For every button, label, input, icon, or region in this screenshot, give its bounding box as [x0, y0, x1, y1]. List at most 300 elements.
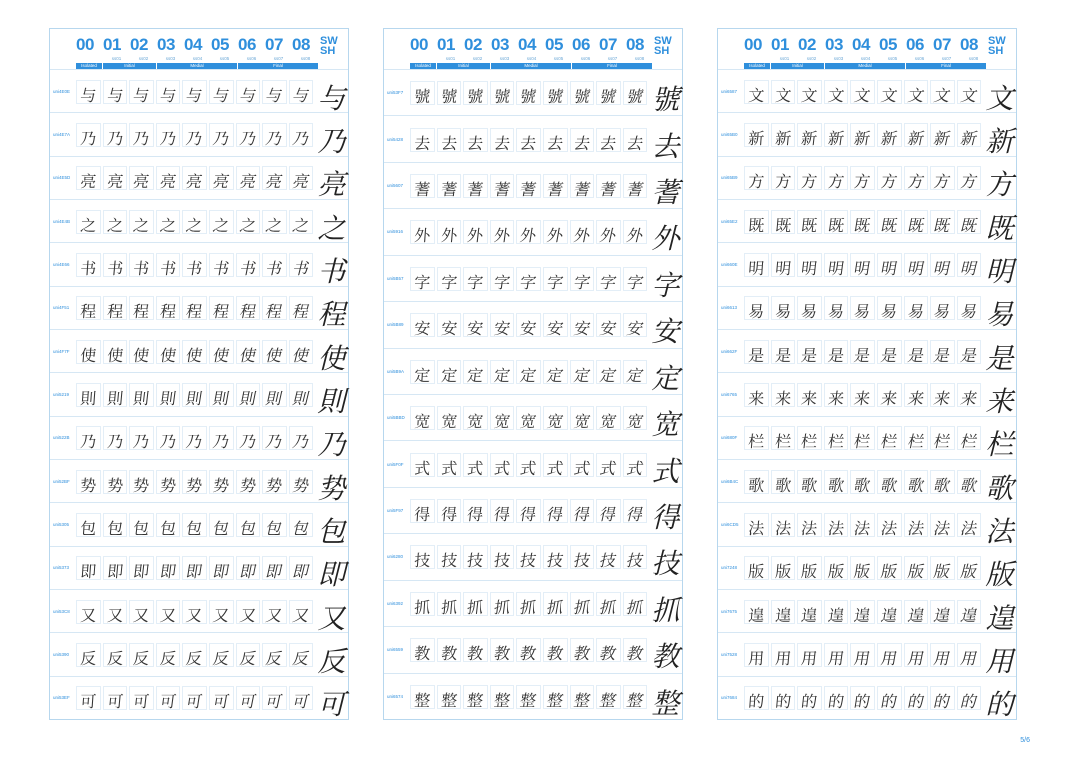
- glyph-cell: [850, 210, 875, 234]
- glyph-variant: 即: [290, 562, 312, 582]
- glyph-variant: 方: [932, 172, 953, 192]
- glyph-cell: [129, 513, 154, 537]
- glyph-cell: [463, 685, 488, 709]
- stylistic-set-label: ss08: [634, 56, 645, 61]
- glyph-variant: 抓: [413, 597, 431, 617]
- glyph-cell: [904, 426, 929, 450]
- panel-header: [50, 29, 348, 69]
- glyph-variant: 之: [185, 215, 205, 235]
- glyph-row: [50, 459, 348, 503]
- glyph-cell: [850, 296, 875, 320]
- swash-glyph: 式: [651, 454, 680, 488]
- glyph-variant: 宽: [492, 412, 512, 432]
- row-unicode-label: uni6765: [721, 391, 738, 397]
- glyph-cell: [76, 296, 101, 320]
- glyph-variant: 遑: [773, 605, 792, 625]
- glyph-variant: 定: [492, 365, 512, 385]
- glyph-cell: [103, 383, 128, 407]
- glyph-cell: [570, 220, 595, 244]
- glyph-cell: [596, 545, 621, 569]
- column-numbers: [744, 35, 987, 55]
- stylistic-set-labels: [76, 56, 319, 61]
- stylistic-set-label: ss04: [860, 56, 871, 61]
- glyph-variant: 程: [132, 302, 151, 322]
- glyph-cell: [262, 600, 287, 624]
- glyph-cell: [289, 210, 314, 234]
- glyph-cell: [490, 406, 515, 430]
- glyph-cell: [182, 643, 207, 667]
- swash-glyph: 字: [651, 268, 680, 302]
- glyph-variant: 去: [519, 133, 539, 153]
- glyph-variant: 外: [624, 226, 646, 246]
- glyph-cell: [76, 513, 101, 537]
- swash-glyph: 版: [985, 558, 1014, 592]
- glyph-variant: 的: [958, 692, 980, 712]
- glyph-cell: [957, 210, 982, 234]
- column-number: 05: [545, 35, 563, 54]
- stylistic-set-labels: [410, 56, 653, 61]
- glyph-variant: 与: [132, 85, 151, 105]
- glyph-cell: [516, 638, 541, 662]
- form-group-medial: Medial: [825, 63, 905, 69]
- glyph-cell: [744, 80, 769, 104]
- glyph-variant: 安: [519, 319, 539, 339]
- glyph-cell: [904, 123, 929, 147]
- swash-glyph: 號: [651, 83, 680, 117]
- swash-glyph: 使: [317, 341, 346, 375]
- swash-glyph: 易: [985, 298, 1014, 332]
- glyph-cell: [236, 340, 261, 364]
- glyph-variant: 法: [826, 518, 846, 538]
- glyph-variant: 則: [185, 388, 205, 408]
- glyph-variant: 明: [800, 258, 819, 278]
- glyph-variant: 反: [264, 648, 285, 668]
- row-unicode-label: uni5F97: [387, 508, 404, 514]
- glyph-variant: 可: [132, 692, 151, 712]
- glyph-variant: 方: [800, 172, 819, 192]
- glyph-variant: 法: [958, 518, 980, 538]
- row-unicode-label: uni4E66: [53, 261, 70, 267]
- glyph-cell: [410, 360, 435, 384]
- glyph-variant: 即: [79, 562, 97, 582]
- glyph-cell: [463, 313, 488, 337]
- glyph-variant: 易: [879, 302, 899, 322]
- glyph-variant: 可: [158, 692, 178, 712]
- glyph-cell: [877, 123, 902, 147]
- glyph-cell: [262, 470, 287, 494]
- glyph-variant: 明: [905, 258, 926, 278]
- glyph-variant: 法: [905, 518, 926, 538]
- glyph-variant: 即: [211, 562, 231, 582]
- swash-glyph: 势: [317, 471, 346, 505]
- glyph-variant: 外: [466, 226, 485, 246]
- glyph-cell: [129, 643, 154, 667]
- row-unicode-label: uni4E5D: [53, 175, 71, 181]
- glyph-cell: [877, 686, 902, 710]
- glyph-variant: 宽: [466, 412, 485, 432]
- glyph-variant: 使: [132, 345, 151, 365]
- glyph-variant: 則: [211, 388, 231, 408]
- glyph-variant: 可: [290, 692, 312, 712]
- glyph-variant: 整: [466, 690, 485, 710]
- glyph-cell: [103, 253, 128, 277]
- row-unicode-label: uni53C8: [53, 608, 70, 614]
- glyph-cell: [797, 643, 822, 667]
- glyph-cell: [904, 166, 929, 190]
- glyph-cell: [824, 296, 849, 320]
- glyph-variant: 定: [519, 365, 539, 385]
- glyph-variant: 得: [466, 505, 485, 525]
- glyph-row: [384, 487, 682, 534]
- swash-glyph: 外: [651, 222, 680, 256]
- glyph-variant: 用: [905, 648, 926, 668]
- glyph-cell: [463, 267, 488, 291]
- glyph-variant: 栏: [932, 432, 953, 452]
- column-number: 08: [292, 35, 310, 54]
- stylistic-set-label: ss03: [165, 56, 176, 61]
- glyph-variant: 易: [905, 302, 926, 322]
- glyph-variant: 技: [624, 551, 646, 571]
- glyph-cell: [850, 600, 875, 624]
- glyph-variant: 外: [439, 226, 458, 246]
- glyph-variant: 文: [800, 85, 819, 105]
- swash-glyph: 方: [985, 168, 1014, 202]
- row-unicode-label: uni7675: [721, 608, 738, 614]
- glyph-variant: 新: [905, 128, 926, 148]
- glyph-variant: 新: [747, 128, 765, 148]
- glyph-variant: 整: [492, 690, 512, 710]
- column-number: 03: [157, 35, 175, 54]
- row-unicode-label: uni5390: [53, 651, 70, 657]
- glyph-cell: [744, 513, 769, 537]
- stylistic-set-label: ss06: [246, 56, 257, 61]
- glyph-cell: [877, 296, 902, 320]
- glyph-variant: 亮: [185, 172, 205, 192]
- row-unicode-label: uni6392: [387, 600, 404, 606]
- glyph-cell: [129, 210, 154, 234]
- column-number: 00: [410, 35, 428, 54]
- glyph-row: [718, 546, 1016, 590]
- glyph-variant: 遑: [747, 605, 765, 625]
- swash-glyph: 得: [651, 501, 680, 535]
- glyph-cell: [182, 253, 207, 277]
- glyph-cell: [623, 81, 648, 105]
- glyph-cell: [570, 453, 595, 477]
- glyph-cell: [904, 210, 929, 234]
- glyph-variant: 又: [290, 605, 312, 625]
- glyph-variant: 方: [905, 172, 926, 192]
- glyph-variant: 蓍: [624, 180, 646, 200]
- glyph-row: [718, 286, 1016, 330]
- glyph-cell: [103, 513, 128, 537]
- glyph-cell: [543, 128, 568, 152]
- glyph-cell: [543, 685, 568, 709]
- stylistic-set-label: ss04: [192, 56, 203, 61]
- glyph-cell: [930, 340, 955, 364]
- glyph-variant: 歌: [905, 475, 926, 495]
- glyph-row: [384, 301, 682, 348]
- glyph-variant: 宽: [413, 412, 431, 432]
- panel-header: [718, 29, 1016, 69]
- glyph-cell: [437, 406, 462, 430]
- form-group-medial: Medial: [157, 63, 237, 69]
- glyph-variant: 易: [800, 302, 819, 322]
- glyph-cell: [490, 592, 515, 616]
- row-unicode-label: uni65B0: [721, 131, 738, 137]
- glyph-variant: 栏: [773, 432, 792, 452]
- glyph-variant: 遑: [800, 605, 819, 625]
- glyph-cell: [744, 383, 769, 407]
- row-unicode-label: uni7528: [721, 651, 738, 657]
- glyph-variant: 新: [879, 128, 899, 148]
- glyph-cell: [744, 470, 769, 494]
- glyph-variant: 包: [158, 518, 178, 538]
- glyph-cell: [262, 210, 287, 234]
- glyph-cell: [262, 296, 287, 320]
- glyph-cell: [103, 210, 128, 234]
- glyph-variant: 抓: [598, 597, 619, 617]
- row-unicode-label: uni6559: [387, 647, 404, 653]
- glyph-variant: 遑: [853, 605, 873, 625]
- glyph-variant: 反: [211, 648, 231, 668]
- swash-label: [320, 36, 338, 56]
- glyph-cell: [182, 426, 207, 450]
- glyph-variant: 式: [466, 458, 485, 478]
- glyph-row: [384, 348, 682, 395]
- glyph-variant: 蓍: [413, 180, 431, 200]
- glyph-cell: [771, 426, 796, 450]
- swash-glyph: 去: [651, 129, 680, 163]
- glyph-cell: [957, 296, 982, 320]
- glyph-variant: 文: [905, 85, 926, 105]
- glyph-variant: 的: [826, 692, 846, 712]
- glyph-cell: [410, 638, 435, 662]
- glyph-variant: 即: [105, 562, 124, 582]
- glyph-cell: [129, 426, 154, 450]
- glyph-cell: [596, 267, 621, 291]
- glyph-cell: [289, 643, 314, 667]
- swash-glyph: 栏: [985, 428, 1014, 462]
- glyph-variant: 定: [624, 365, 646, 385]
- glyph-cell: [76, 383, 101, 407]
- glyph-cell: [744, 686, 769, 710]
- glyph-variant: 书: [158, 258, 178, 278]
- glyph-variant: 与: [185, 85, 205, 105]
- glyph-cell: [463, 592, 488, 616]
- glyph-cell: [262, 643, 287, 667]
- glyph-variant: 式: [492, 458, 512, 478]
- row-unicode-label: uni5219: [53, 391, 70, 397]
- row-unicode-label: uni5305: [53, 521, 70, 527]
- glyph-variant: 易: [958, 302, 980, 322]
- glyph-cell: [236, 470, 261, 494]
- glyph-variant: 得: [598, 505, 619, 525]
- glyph-row: [50, 329, 348, 373]
- swash-glyph: 反: [317, 644, 346, 678]
- glyph-variant: 明: [826, 258, 846, 278]
- glyph-cell: [877, 253, 902, 277]
- glyph-variant: 书: [211, 258, 231, 278]
- glyph-cell: [771, 210, 796, 234]
- swash-glyph: 乃: [317, 428, 346, 462]
- glyph-variant: 用: [879, 648, 899, 668]
- glyph-cell: [103, 296, 128, 320]
- glyph-cell: [437, 499, 462, 523]
- glyph-cell: [76, 166, 101, 190]
- swash-glyph: 教: [651, 640, 680, 674]
- swash-glyph: 用: [985, 644, 1014, 678]
- stylistic-set-label: ss05: [219, 56, 230, 61]
- glyph-cell: [463, 174, 488, 198]
- glyph-cell: [463, 406, 488, 430]
- glyph-cell: [596, 220, 621, 244]
- glyph-variant: 安: [492, 319, 512, 339]
- glyph-variant: 法: [879, 518, 899, 538]
- swash-glyph: 技: [651, 547, 680, 581]
- glyph-cell: [262, 513, 287, 537]
- glyph-variant: 亮: [264, 172, 285, 192]
- row-unicode-label: uni5BBD: [387, 415, 405, 421]
- glyph-cell: [824, 470, 849, 494]
- glyph-variant: 安: [598, 319, 619, 339]
- glyph-cell: [543, 453, 568, 477]
- glyph-variant: 是: [747, 345, 765, 365]
- stylistic-set-label: ss01: [779, 56, 790, 61]
- column-number: 04: [184, 35, 202, 54]
- glyph-variant: 教: [413, 644, 431, 664]
- glyph-variant: 的: [853, 692, 873, 712]
- glyph-cell: [771, 470, 796, 494]
- form-group-isolated: Isolated: [410, 63, 436, 69]
- glyph-cell: [463, 453, 488, 477]
- glyph-cell: [570, 128, 595, 152]
- glyph-cell: [797, 600, 822, 624]
- glyph-variant: 則: [237, 388, 258, 408]
- glyph-cell: [182, 80, 207, 104]
- glyph-variant: 又: [264, 605, 285, 625]
- glyph-cell: [236, 123, 261, 147]
- swash-glyph: 文: [985, 81, 1014, 115]
- glyph-row: [384, 162, 682, 209]
- glyph-cell: [824, 123, 849, 147]
- stylistic-set-label: ss06: [914, 56, 925, 61]
- glyph-variant: 文: [747, 85, 765, 105]
- glyph-cell: [850, 513, 875, 537]
- row-unicode-label: uni65E2: [721, 218, 738, 224]
- glyph-cell: [129, 80, 154, 104]
- glyph-cell: [771, 513, 796, 537]
- glyph-cell: [930, 513, 955, 537]
- glyph-cell: [209, 340, 234, 364]
- glyph-variant: 蓍: [466, 180, 485, 200]
- glyph-cell: [236, 166, 261, 190]
- glyph-variant: 与: [290, 85, 312, 105]
- glyph-cell: [744, 340, 769, 364]
- glyph-cell: [877, 513, 902, 537]
- glyph-cell: [543, 592, 568, 616]
- glyph-cell: [596, 128, 621, 152]
- glyph-cell: [236, 383, 261, 407]
- glyph-row: [50, 69, 348, 113]
- glyph-row: [50, 199, 348, 243]
- glyph-variant: 势: [105, 475, 124, 495]
- glyph-variant: 技: [466, 551, 485, 571]
- swash-glyph: 与: [317, 81, 346, 115]
- glyph-variant: 號: [413, 87, 431, 107]
- glyph-cell: [103, 600, 128, 624]
- glyph-cell: [236, 556, 261, 580]
- glyph-variant: 法: [800, 518, 819, 538]
- column-number: 06: [572, 35, 590, 54]
- glyph-cell: [490, 499, 515, 523]
- glyph-variant: 文: [932, 85, 953, 105]
- glyph-cell: [182, 600, 207, 624]
- glyph-cell: [103, 470, 128, 494]
- glyph-variant: 既: [800, 215, 819, 235]
- glyph-variant: 栏: [800, 432, 819, 452]
- glyph-cell: [957, 80, 982, 104]
- glyph-variant: 势: [211, 475, 231, 495]
- glyph-cell: [904, 340, 929, 364]
- glyph-cell: [797, 426, 822, 450]
- glyph-variant: 方: [747, 172, 765, 192]
- glyph-row: [718, 329, 1016, 373]
- glyph-cell: [236, 253, 261, 277]
- glyph-variant: 安: [571, 319, 592, 339]
- glyph-variant: 遑: [958, 605, 980, 625]
- glyph-row: [718, 459, 1016, 503]
- glyph-cell: [437, 453, 462, 477]
- glyph-variant: 蓍: [492, 180, 512, 200]
- glyph-row: [384, 208, 682, 255]
- glyph-cell: [156, 556, 181, 580]
- glyph-variant: 教: [492, 644, 512, 664]
- glyph-cell: [463, 128, 488, 152]
- glyph-cell: [850, 470, 875, 494]
- glyph-row: [384, 115, 682, 162]
- glyph-panel-3: [717, 28, 1017, 720]
- glyph-variant: 字: [624, 272, 646, 292]
- glyph-variant: 去: [439, 133, 458, 153]
- glyph-cell: [209, 383, 234, 407]
- glyph-cell: [129, 123, 154, 147]
- glyph-variant: 得: [492, 505, 512, 525]
- glyph-cell: [490, 220, 515, 244]
- glyph-variant: 式: [439, 458, 458, 478]
- glyph-row: [50, 112, 348, 156]
- row-unicode-label: uni660E: [721, 261, 738, 267]
- glyph-variant: 是: [958, 345, 980, 365]
- glyph-cell: [797, 686, 822, 710]
- panel-header: [384, 29, 682, 69]
- glyph-cell: [182, 513, 207, 537]
- glyph-panel-2: [383, 28, 683, 720]
- glyph-cell: [797, 470, 822, 494]
- glyph-cell: [182, 123, 207, 147]
- glyph-variant: 程: [79, 302, 97, 322]
- glyph-variant: 又: [105, 605, 124, 625]
- row-unicode-label: uni680F: [721, 435, 738, 441]
- glyph-cell: [437, 267, 462, 291]
- glyph-variant: 去: [466, 133, 485, 153]
- glyph-variant: 势: [158, 475, 178, 495]
- glyph-variant: 外: [413, 226, 431, 246]
- stylistic-set-label: ss02: [472, 56, 483, 61]
- glyph-variant: 技: [571, 551, 592, 571]
- glyph-cell: [850, 426, 875, 450]
- glyph-cell: [490, 81, 515, 105]
- glyph-variant: 包: [79, 518, 97, 538]
